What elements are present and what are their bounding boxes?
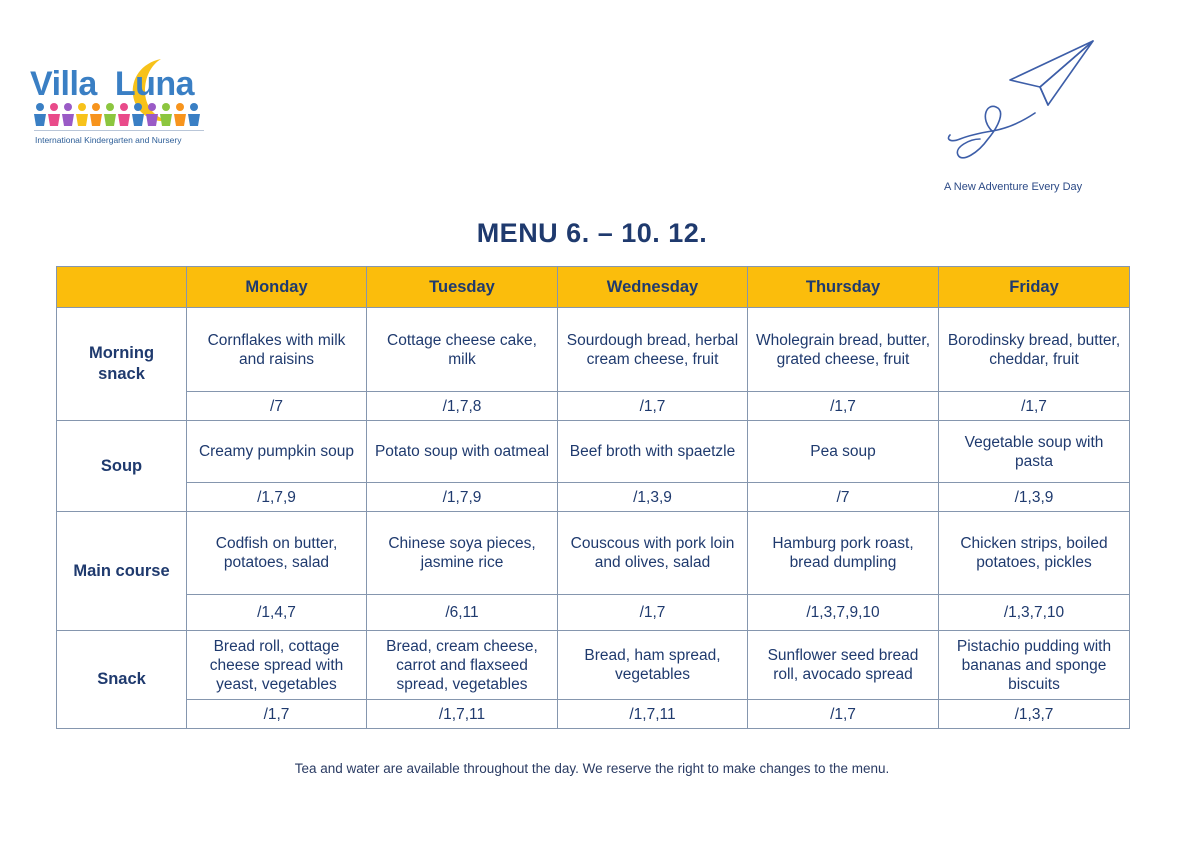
allergen-cell: /1,3,9 — [558, 483, 748, 512]
dish-cell: Potato soup with oatmeal — [367, 421, 558, 483]
table-row — [57, 512, 1130, 595]
paper-plane-icon — [940, 35, 1110, 175]
row-label-main-course: Main course — [57, 512, 187, 631]
allergen-cell: /7 — [187, 392, 367, 421]
dish-cell: Beef broth with spaetzle — [558, 421, 748, 483]
row-label-snack: Snack — [57, 631, 187, 729]
dish-cell: Sunflower seed bread roll, avocado spread — [748, 631, 939, 700]
allergen-cell: /1,4,7 — [187, 595, 367, 631]
row-label-morning-snack: Morning snack — [57, 308, 187, 421]
allergen-row — [57, 700, 1130, 729]
allergen-row — [57, 595, 1130, 631]
allergen-cell: /1,7,9 — [187, 483, 367, 512]
allergen-cell: /1,3,7 — [939, 700, 1130, 729]
weekly-menu-table — [56, 266, 1130, 729]
footer-note: Tea and water are available throughout the day. We reserve the right to make changes to the menu. — [294, 761, 890, 776]
dish-cell: Bread, cream cheese, carrot and flaxseed spread, vegetables — [367, 631, 558, 700]
dish-cell: Bread roll, cottage cheese spread with yeast, vegetables — [187, 631, 367, 700]
logo-name-villa: Villa — [30, 65, 97, 103]
allergen-cell: /1,7 — [558, 595, 748, 631]
allergen-row — [57, 483, 1130, 512]
dish-cell: Bread, ham spread, vegetables — [558, 631, 748, 700]
allergen-cell: /1,3,9 — [939, 483, 1130, 512]
dish-cell: Pistachio pudding with bananas and sponge biscuits — [939, 631, 1130, 700]
allergen-cell: /1,7 — [187, 700, 367, 729]
logo-divider — [34, 130, 204, 131]
row-label-soup: Soup — [57, 421, 187, 512]
allergen-cell: /1,7,9 — [367, 483, 558, 512]
allergen-cell: /1,7 — [748, 700, 939, 729]
dish-cell: Sourdough bread, herbal cream cheese, fruit — [558, 308, 748, 392]
dish-cell: Vegetable soup with pasta — [939, 421, 1130, 483]
table-row — [57, 631, 1130, 700]
table-row — [57, 308, 1130, 392]
logo-name-luna: Luna — [114, 65, 195, 103]
dish-cell: Codfish on butter, potatoes, salad — [187, 512, 367, 595]
allergen-cell: /1,7 — [939, 392, 1130, 421]
table-row — [57, 421, 1130, 483]
day-header-wednesday: Wednesday — [558, 267, 748, 308]
dish-cell: Creamy pumpkin soup — [187, 421, 367, 483]
day-header-tuesday: Tuesday — [367, 267, 558, 308]
allergen-cell: /1,3,7,10 — [939, 595, 1130, 631]
dish-cell: Borodinsky bread, butter, cheddar, fruit — [939, 308, 1130, 392]
logo-subtitle: International Kindergarten and Nursery — [35, 135, 182, 145]
dish-cell: Couscous with pork loin and olives, salad — [558, 512, 748, 595]
day-header-monday: Monday — [187, 267, 367, 308]
allergen-cell: /1,7 — [558, 392, 748, 421]
villa-luna-logo — [30, 50, 210, 150]
dish-cell: Pea soup — [748, 421, 939, 483]
tagline: A New Adventure Every Day — [944, 181, 1083, 193]
day-header-friday: Friday — [939, 267, 1130, 308]
day-header-thursday: Thursday — [748, 267, 939, 308]
allergen-cell: /1,7,11 — [367, 700, 558, 729]
children-figures-icon — [34, 102, 206, 128]
table-header-row — [57, 267, 1130, 308]
allergen-cell: /1,7 — [748, 392, 939, 421]
dish-cell: Chicken strips, boiled potatoes, pickles — [939, 512, 1130, 595]
allergen-cell: /6,11 — [367, 595, 558, 631]
dish-cell: Chinese soya pieces, jasmine rice — [367, 512, 558, 595]
menu-title: MENU 6. – 10. 12. — [476, 218, 708, 248]
allergen-cell: /7 — [748, 483, 939, 512]
allergen-cell: /1,7,8 — [367, 392, 558, 421]
header-corner-cell — [57, 267, 187, 308]
dish-cell: Cornflakes with milk and raisins — [187, 308, 367, 392]
allergen-row — [57, 392, 1130, 421]
allergen-cell: /1,3,7,9,10 — [748, 595, 939, 631]
dish-cell: Wholegrain bread, butter, grated cheese, fruit — [748, 308, 939, 392]
dish-cell: Hamburg pork roast, bread dumpling — [748, 512, 939, 595]
allergen-cell: /1,7,11 — [558, 700, 748, 729]
dish-cell: Cottage cheese cake, milk — [367, 308, 558, 392]
